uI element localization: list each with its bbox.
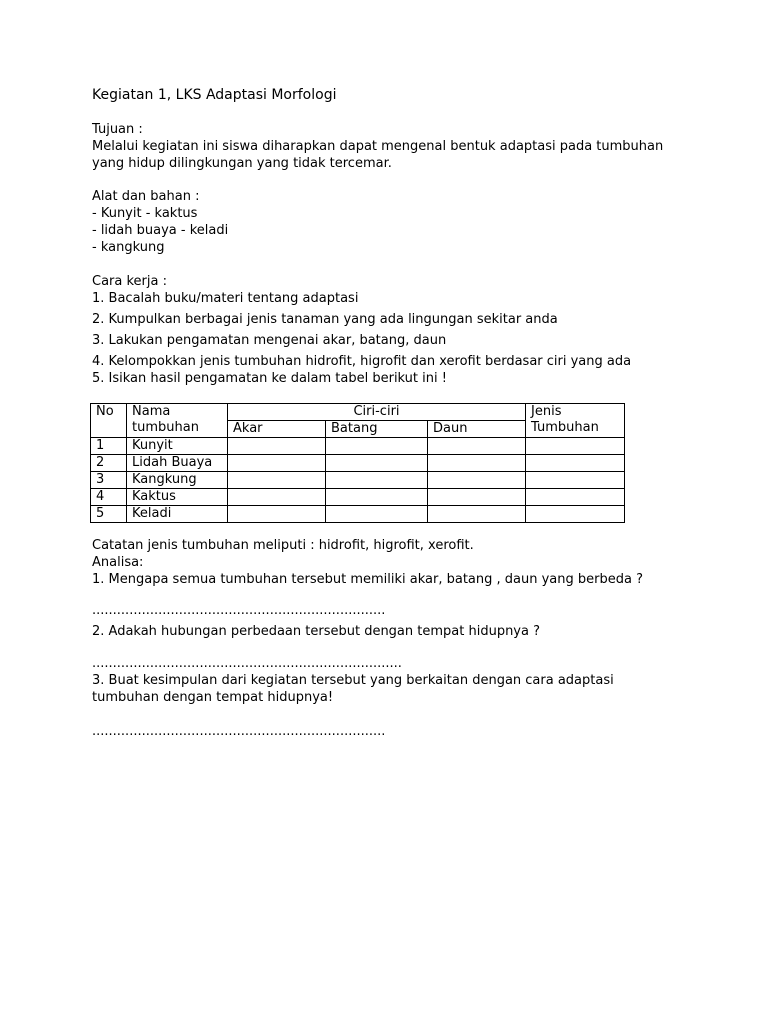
cell-no: 5 [91,506,127,523]
cell-akar [228,472,326,489]
header-jenis: Jenis Tumbuhan [526,404,625,438]
cara-step: 5. Isikan hasil pengamatan ke dalam tabel berikut ini ! [92,371,447,386]
cell-jenis [526,489,625,506]
header-akar: Akar [228,421,326,438]
question-3-line-1: 3. Buat kesimpulan dari kegiatan tersebut yang berkaitan dengan cara adaptasi [92,673,614,688]
header-nama: Nama tumbuhan [127,404,228,438]
header-no: No [91,404,127,438]
answer-line-2: ........................................................................... [92,656,402,671]
cara-step: 3. Lakukan pengamatan mengenai akar, batang, daun [92,333,447,348]
cara-step: 1. Bacalah buku/materi tentang adaptasi [92,291,359,306]
answer-line-3: ....................................................................... [92,724,386,739]
analisa-heading: Analisa: [92,555,144,570]
alat-item: - lidah buaya - keladi [92,223,229,238]
header-batang: Batang [326,421,428,438]
table-row [91,438,625,455]
cell-daun [428,438,526,455]
question-3-line-2: tumbuhan dengan tempat hidupnya! [92,690,334,705]
table-row [91,489,625,506]
cell-jenis [526,438,625,455]
table-row [91,506,625,523]
cell-batang [326,438,428,455]
table-row [91,455,625,472]
answer-line-1: ....................................................................... [92,603,386,618]
page-title: Kegiatan 1, LKS Adaptasi Morfologi [92,87,337,103]
cell-akar [228,438,326,455]
cara-step: 4. Kelompokkan jenis tumbuhan hidrofit, higrofit dan xerofit berdasar ciri yang ada [92,354,632,369]
alat-item: - Kunyit - kaktus [92,206,198,221]
cell-batang [326,455,428,472]
cell-nama: Kangkung [127,472,228,489]
tujuan-text-line-2: yang hidup dilingkungan yang tidak tercemar. [92,156,392,171]
cell-nama: Keladi [127,506,228,523]
cell-daun [428,506,526,523]
cell-nama: Kaktus [127,489,228,506]
cell-jenis [526,506,625,523]
cell-no: 4 [91,489,127,506]
alat-heading: Alat dan bahan : [92,189,200,204]
table-row [91,472,625,489]
cell-akar [228,506,326,523]
cell-daun [428,472,526,489]
table-header-row [91,404,625,421]
header-ciri-ciri: Ciri-ciri [228,404,526,421]
cell-daun [428,455,526,472]
cell-batang [326,472,428,489]
cell-no: 2 [91,455,127,472]
cell-nama: Lidah Buaya [127,455,228,472]
cara-heading: Cara kerja : [92,274,167,289]
catatan-text: Catatan jenis tumbuhan meliputi : hidrofit, higrofit, xerofit. [92,538,474,553]
tujuan-text-line-1: Melalui kegiatan ini siswa diharapkan dapat mengenal bentuk adaptasi pada tumbuhan [92,139,664,154]
cell-nama: Kunyit [127,438,228,455]
cell-jenis [526,455,625,472]
observation-table [90,403,625,523]
cell-no: 3 [91,472,127,489]
cell-akar [228,455,326,472]
alat-item: - kangkung [92,240,165,255]
cell-jenis [526,472,625,489]
cara-step: 2. Kumpulkan berbagai jenis tanaman yang ada lingungan sekitar anda [92,312,558,327]
question-1: 1. Mengapa semua tumbuhan tersebut memiliki akar, batang , daun yang berbeda ? [92,572,643,587]
cell-daun [428,489,526,506]
header-daun: Daun [428,421,526,438]
cell-akar [228,489,326,506]
cell-batang [326,506,428,523]
cell-no: 1 [91,438,127,455]
tujuan-heading: Tujuan : [92,122,143,137]
question-2: 2. Adakah hubungan perbedaan tersebut dengan tempat hidupnya ? [92,624,540,639]
cell-batang [326,489,428,506]
